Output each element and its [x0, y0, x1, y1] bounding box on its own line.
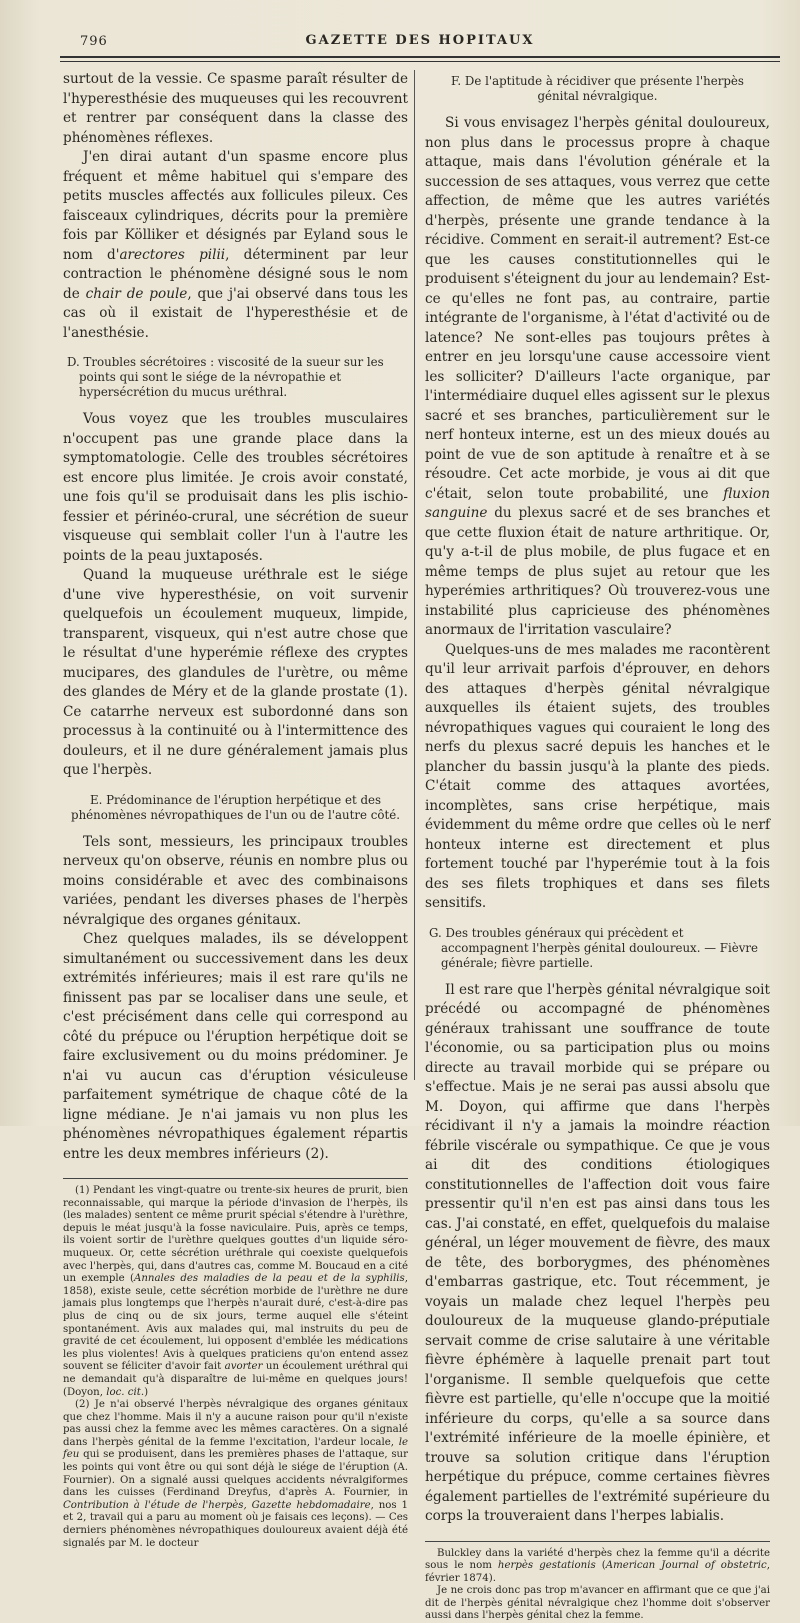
page-header: [60, 30, 780, 52]
footnote-2-continued: Bulckley dans la variété d'herpès chez la femme qu'il a décrite sous le nom herpès gestationis (American Journal of obstetric, février 1874).: [425, 1548, 770, 1586]
running-title: GAZETTE DES HOPITAUX: [60, 33, 780, 48]
paragraph: Tels sont, messieurs, les principaux troubles nerveux qu'on observe, réunis en nombre plus ou moins considérable et avec des combinaisons variées, pendant les diverses phases de l'herpès névralgique des organes génitaux.: [63, 833, 408, 931]
paragraph: Chez quelques malades, ils se développent simultanément ou successivement dans les deux extrémités inférieures; mais il est rare qu'ils ne finissent pas par se localiser dans une seule, et c'est précisément dans celle qui correspond au côté du prépuce ou l'éruption herpétique doit se faire exclusivement ou du moins prédominer. Je n'ai vu aucun cas d'éruption vésiculeuse parfaitement symétrique de chaque côté de la ligne médiane. Je n'ai jamais vu non plus les phénomènes névropathiques également répartis entre les deux membres inférieurs (2).: [63, 930, 408, 1164]
paragraph: J'en dirai autant d'un spasme encore plus fréquent et même habituel qui s'empare des petits muscles affectés aux follicules pileux. Ces faisceaux cylindriques, décrits pour la première fois par Kölliker et désignés par Eyland sous le nom d'arectores pilii, déterminent par leur contraction le phénomène désigné sous le nom de chair de poule, que j'ai observé dans tous les cas où il existait de l'hyperesthésie et de l'anesthésie.: [63, 148, 408, 343]
paragraph: Vous voyez que les troubles musculaires n'occupent pas une grande place dans la symptomatologie. Celle des troubles sécrétoires est encore plus limitée. Je crois avoir constaté, une fois qu'il se produisait dans les plis ischio-fessier et périnéo-crural, une sécrétion de sueur visqueuse qui semblait coller l'un à l'autre les points de la peau juxtaposés.: [63, 410, 408, 566]
section-heading-f: F. De l'aptitude à récidiver que présente l'herpès génital névralgique.: [429, 74, 766, 104]
footnote-rule: [63, 1178, 408, 1179]
footnotes-continued: [425, 1548, 770, 1623]
header-rule-top: [60, 56, 780, 58]
footnote-rule: [425, 1541, 770, 1542]
left-column: [63, 70, 408, 1550]
footnotes: [63, 1185, 408, 1550]
footnote-1: (1) Pendant les vingt-quatre ou trente-six heures de prurit, bien reconnaissable, qui marque la période d'invasion de l'herpès, ils (les malades) sentent ce même prurit spécial s'étendre à l'urèthre, depuis le méat jusqu'à la fosse naviculaire. Puis, après ce temps, ils voient sortir de l'urèthre quelques gouttes d'un liquide séro-muqueux. Or, cette sécrétion uréthrale qui coexiste quelquefois avec l'herpès, qui, dans d'autres cas, comme M. Boucaud en a cité un exemple (Annales des maladies de la peau et de la syphilis, 1858), existe seule, cette sécrétion morbide de l'urèthre ne dure jamais plus longtemps que l'herpès n'aurait duré, c'est-à-dire pas plus de cinq ou de six jours, terme auquel elle s'éteint spontanément. Avis aux malades qui, mal instruits du peu de gravité de cet écoulement, lui opposent d'emblée les médications les plus violentes! Avis à quelques praticiens qu'on entend assez souvent se féliciter d'avoir fait avorter un écoulement uréthral qui ne demandait qu'à disparaître de lui-même en quelques jours! (Doyon, loc. cit.): [63, 1185, 408, 1399]
paragraph: surtout de la vessie. Ce spasme paraît résulter de l'hyperesthésie des muqueuses qui les recouvrent et rentrer par conséquent dans la classe des phénomènes réflexes.: [63, 70, 408, 148]
footnote-2: (2) Je n'ai observé l'herpès névralgique des organes génitaux que chez l'homme. Mais il n'y a aucune raison pour qu'il n'existe pas aussi chez la femme avec les mêmes caractères. On a signalé dans l'herpès génital de la femme l'excitation, l'ardeur locale, le feu qui se produisent, dans les premières phases de l'attaque, sur les points qui vont être ou qui sont déjà le siége de l'éruption (A. Fournier). On a signalé aussi quelques accidents névralgiformes dans les cuisses (Ferdinand Dreyfus, d'après A. Fournier, in Contribution à l'étude de l'herpès, Gazette hebdomadaire, nos 1 et 2, travail qui a paru au moment où je faisais ces leçons). — Ces derniers phénomènes névropathiques douloureux avaient déjà été signalés par M. le docteur: [63, 1399, 408, 1550]
footnote-2-conclusion: Je ne crois donc pas trop m'avancer en affirmant que ce que j'ai dit de l'herpès génital névralgique chez l'homme doit s'observer aussi dans l'herpès génital chez la femme.: [425, 1585, 770, 1623]
paragraph: Quand la muqueuse uréthrale est le siége d'une vive hyperesthésie, on voit survenir quelquefois un écoulement muqueux, limpide, transparent, visqueux, qui n'est autre chose que le résultat d'une hyperémie réflexe des cryptes mucipares, des glandules de l'urètre, ou même des glandes de Méry et de la glande prostate (1). Ce catarrhe nerveux est subordonné dans son processus à la continuité ou à l'intermittence des douleurs, et il ne dure généralement jamais plus que l'herpès.: [63, 566, 408, 781]
right-column: [425, 70, 770, 1623]
page-number: 796: [80, 34, 108, 49]
paragraph: Il est rare que l'herpès génital névralgique soit précédé ou accompagné de phénomènes généraux trahissant une souffrance de toute l'économie, ou sa participation plus ou moins directe au travail morbide qui se prépare ou s'effectue. Mais je ne serai pas aussi absolu que M. Doyon, qui affirme que dans l'herpès récidivant il n'y a jamais la moindre réaction fébrile viscérale ou sympathique. Ce que je vous ai dit des conditions étiologiques constitutionnelles de l'affection doit vous faire pressentir qu'il n'en est pas ainsi dans tous les cas. J'ai constaté, en effet, quelquefois du malaise général, un léger mouvement de fièvre, des maux de tête, des borborygmes, des phénomènes d'embarras gastrique, etc. Tout récemment, je voyais un malade chez lequel l'herpès peu douloureux de la muqueuse glando-préputiale servait comme de crise salutaire à une véritable fièvre éphémère à laquelle prenait part tout l'organisme. Il semble quelquefois que cette fièvre est partielle, qu'elle n'occupe que la moitié inférieure du corps, qu'elle a sa source dans l'extrémité inférieure de la moelle épinière, et trouve sa solution critique dans l'éruption herpétique du prépuce, comme certaines fièvres également partielles de l'extrémité supérieure du corps la trouveraient dans l'herpes labialis.: [425, 981, 770, 1527]
paragraph: Quelques-uns de mes malades me racontèrent qu'il leur arrivait parfois d'éprouver, en dehors des attaques d'herpès génital névralgique auxquelles ils étaient sujets, des troubles névropathiques vagues qui couraient le long des nerfs du plexus sacré depuis les hanches et le plancher du bassin jusqu'à la plante des pieds. C'était comme des attaques avortées, incomplètes, sans crise herpétique, mais évidemment du même ordre que celles où le nerf honteux interne est directement et plus fortement touché par l'hyperémie tout à la fois des ses filets trophiques et dans ses filets sensitifs.: [425, 641, 770, 914]
column-divider: [414, 70, 415, 1080]
header-rule-bottom: [60, 61, 780, 62]
paragraph: Si vous envisagez l'herpès génital douloureux, non plus dans le processus propre à chaque attaque, mais dans l'évolution générale et la succession de ses attaques, vous verrez que cette affection, de même que les autres variétés d'herpès, présente une grande tendance à la récidive. Comment en serait-il autrement? Est-ce que les causes constitutionnelles qui le produisent s'éteignent du jour au lendemain? Est-ce qu'elles ne font pas, au contraire, partie intégrante de l'organisme, à l'état d'activité ou de latence? Ne sont-elles pas toujours prêtes à entrer en jeu lorsqu'une cause accessoire vient les solliciter? D'ailleurs l'acte organique, par l'intermédiaire duquel elles agissent sur le plexus sacré et ses branches, particulièrement sur le nerf honteux interne, est un des mieux doués au point de vue de son aptitude à renaître et à se résoudre. Cet acte morbide, je vous ai dit que c'était, selon toute probabilité, une fluxion sanguine du plexus sacré et de ses branches et que cette fluxion était de nature arthritique. Or, qu'y a-t-il de plus mobile, de plus fugace et en même temps de plus sujet au retour que les hyperémies arthritiques? Où trouverez-vous une instabilité plus capricieuse des phénomènes anormaux de l'irritation vasculaire?: [425, 114, 770, 641]
section-heading-d: D. Troubles sécrétoires : viscosité de la sueur sur les points qui sont le siége de la névropathie et hypersécrétion du mucus uréthral.: [67, 355, 404, 400]
section-heading-e: E. Prédominance de l'éruption herpétique et des phénomènes névropathiques de l'un ou de l'autre côté.: [67, 793, 404, 823]
section-heading-g: G. Des troubles généraux qui précèdent et accompagnent l'herpès génital douloureux. — Fièvre générale; fièvre partielle.: [429, 926, 766, 971]
